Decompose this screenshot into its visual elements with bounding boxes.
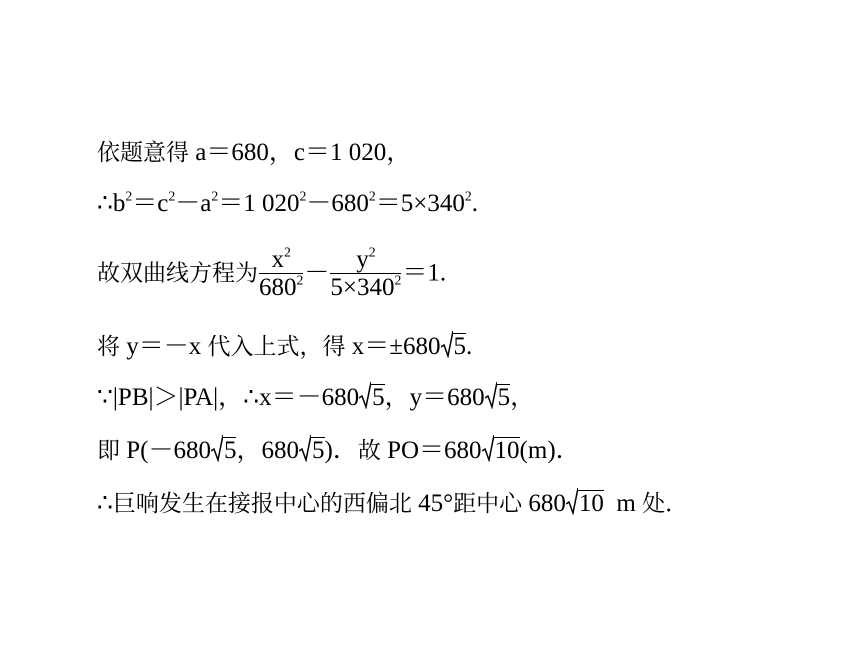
math: －680 [306,190,369,217]
exponent: 2 [368,188,376,204]
math: (m)． [519,437,581,464]
line-5 [97,381,535,413]
math: . [466,333,473,360]
math: )． [324,437,358,464]
math: ，y＝680 [384,384,485,411]
line-1 [97,138,411,168]
math: ＝c [132,190,169,217]
line-7 [97,487,688,519]
math: b [112,190,126,217]
text: 故 [357,438,381,464]
math: ＝1. [402,259,447,287]
math: 680 [522,490,566,517]
math: 45° [411,490,454,517]
exponent: 2 [299,188,307,204]
text: 巨响发生在接报中心的西偏北 [112,491,412,517]
text: 代入上式，得 [207,334,346,360]
radical-sign-icon [482,434,494,462]
line-4 [97,330,472,362]
radical-sign-icon [441,330,453,358]
math: m [603,490,643,517]
math: x＝±680 [345,333,441,360]
math: －a [175,190,212,217]
exponent: 2 [125,188,133,204]
fraction-1 [259,246,303,301]
math: ，680 [236,437,299,464]
denominator: $680^2$ [259,272,304,301]
math: . [471,190,479,217]
exponent: 2 [168,188,176,204]
sqrt: 5 [359,381,385,413]
radical-sign-icon [485,381,497,409]
text: 距中心 [453,491,523,517]
line-6 [97,434,581,466]
radical-sign-icon [299,434,311,462]
line-2 [97,189,478,219]
math: P(－680 [120,437,211,464]
numerator: $y^2$ [330,246,401,274]
because-symbol: ∵ [97,384,113,411]
text: 故双曲线方程为 [97,260,258,287]
math: |PB|＞|PA|， [112,384,244,411]
numerator: $x^2$ [259,246,303,274]
math: ， [510,384,536,411]
sqrt: 5 [299,434,325,466]
math: x＝－680 [259,384,360,411]
denominator: $5\times 340^2$ [330,272,402,301]
text: 即 [97,438,120,464]
radical-sign-icon [211,434,223,462]
line-3 [97,242,446,303]
therefore-symbol: ∴ [97,190,113,217]
therefore-symbol: ∴ [97,490,113,517]
math: a＝680，c＝1 020， [189,139,412,166]
exponent: 2 [464,188,472,204]
math: ＝1 020 [218,190,300,217]
sqrt: 5 [441,330,467,362]
sqrt: 5 [485,381,511,413]
text: 依题意得 [97,140,189,166]
exponent: 2 [211,188,219,204]
therefore-symbol: ∴ [243,384,260,411]
sqrt: 10 [566,487,604,519]
radical-sign-icon [359,381,371,409]
minus: － [304,259,330,287]
math: PO＝680 [380,437,482,464]
sqrt: 5 [211,434,237,466]
radical-sign-icon [566,487,578,515]
text: 处． [642,491,689,517]
math: ＝5×340 [375,190,465,217]
fraction-2 [330,246,401,301]
text: 将 [97,334,120,360]
sqrt: 10 [482,434,520,466]
math: y＝－x [120,333,208,360]
